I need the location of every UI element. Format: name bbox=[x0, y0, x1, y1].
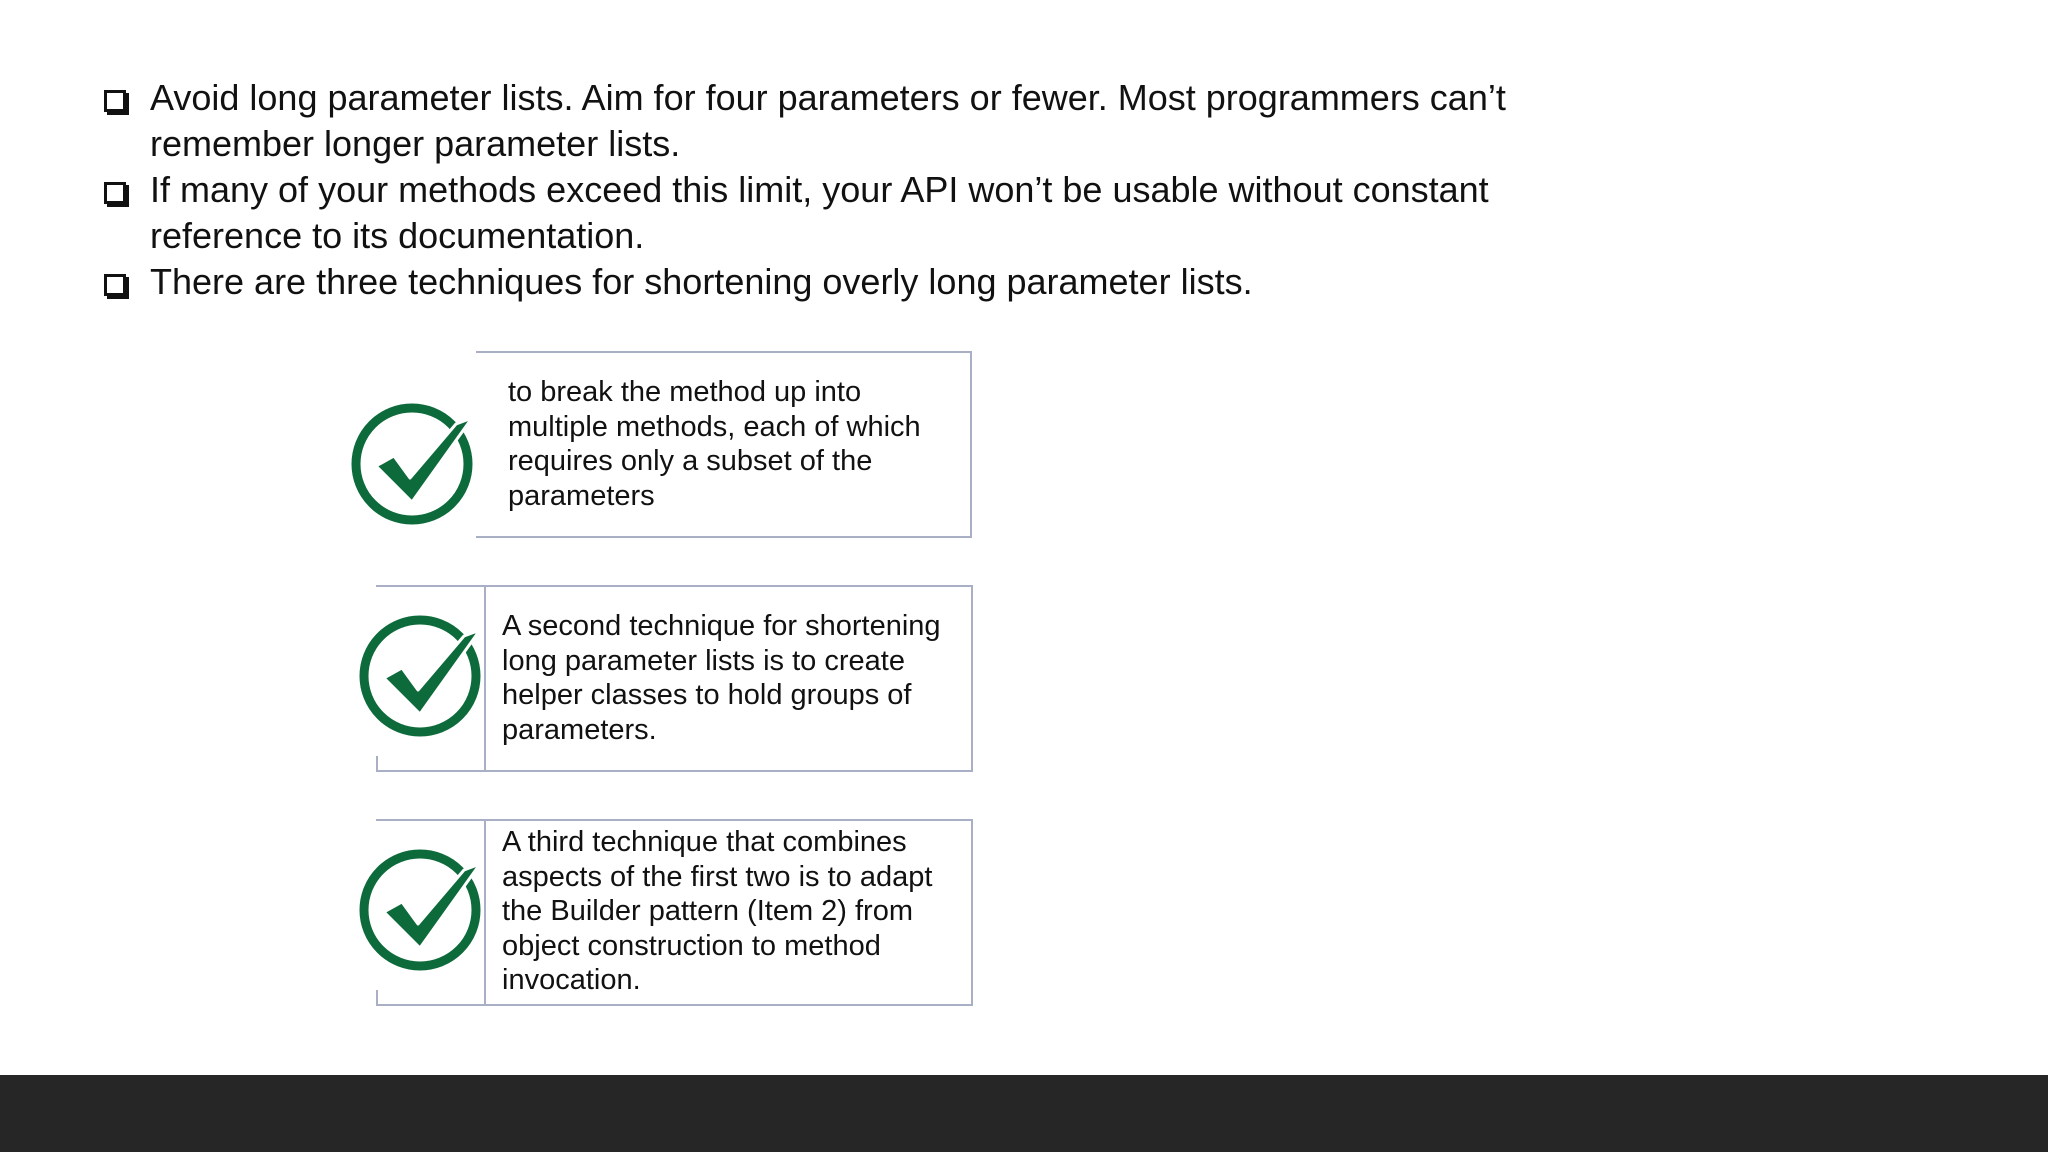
bullet-text: Avoid long parameter lists. Aim for four parameters or fewer. Most programmers can’t remember longer parameter lists. bbox=[150, 77, 1506, 164]
bullet-text: If many of your methods exceed this limit, your API won’t be usable without constant reference to its documentation. bbox=[150, 169, 1489, 256]
check-circle-icon bbox=[356, 612, 486, 742]
card-corner-line bbox=[376, 756, 378, 772]
technique-text: A second technique for shortening long parameter lists is to create helper classes to hold groups of parameters. bbox=[502, 610, 941, 746]
technique-text: A third technique that combines aspects of the first two is to adapt the Builder pattern (Item 2) from object construction to method invocation. bbox=[502, 826, 933, 996]
technique-text: to break the method up into multiple methods, each of which requires only a subset of the parameters bbox=[508, 376, 921, 512]
check-circle-icon bbox=[348, 400, 478, 530]
checkbox-bullet-icon bbox=[104, 90, 126, 112]
card-corner-line bbox=[376, 990, 378, 1006]
checkbox-bullet-icon bbox=[104, 274, 126, 296]
check-circle-icon bbox=[356, 846, 486, 976]
footer-bar bbox=[0, 1075, 2048, 1152]
bullet-list bbox=[0, 0, 2048, 330]
checkbox-bullet-icon bbox=[104, 182, 126, 204]
bullet-text: There are three techniques for shortening overly long parameter lists. bbox=[150, 261, 1253, 302]
